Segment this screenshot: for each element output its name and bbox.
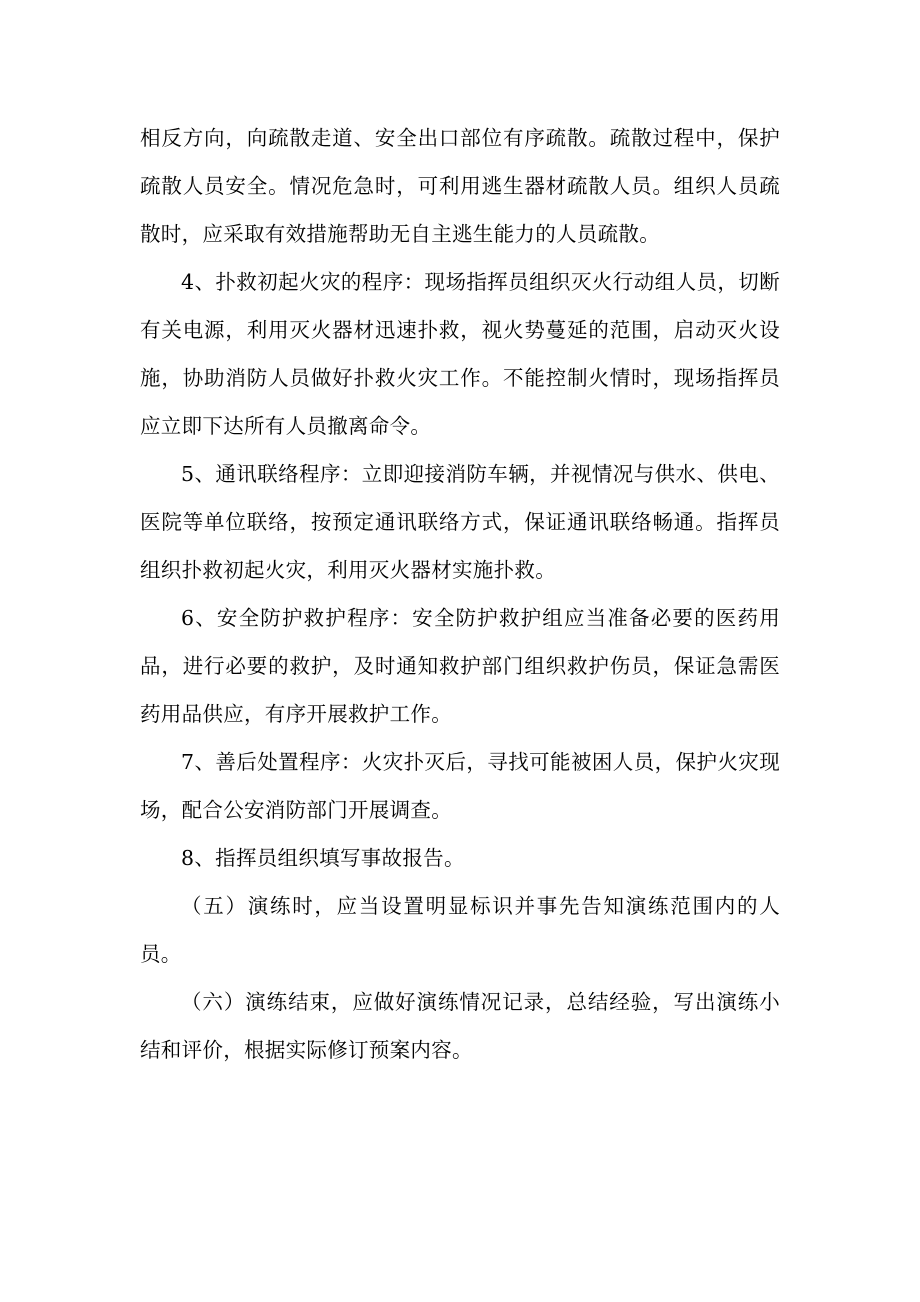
paragraph-safety-rescue-procedure: 6、安全防护救护程序：安全防护救护组应当准备必要的医药用品，进行必要的救护，及时通知救护部门组织救护伤员，保证急需医药用品供应，有序开展救护工作。	[140, 606, 780, 726]
paragraph-drill-conclusion: （六）演练结束，应做好演练情况记录，总结经验，写出演练小结和评价，根据实际修订预案内容。	[140, 990, 780, 1062]
paragraph-firefighting-procedure: 4、扑救初起火灾的程序：现场指挥员组织灭火行动组人员，切断有关电源，利用灭火器材迅速扑救，视火势蔓延的范围，启动灭火设施，协助消防人员做好扑救火灾工作。不能控制火情时，现场指挥员应立即下达所有人员撤离命令。	[140, 270, 780, 438]
paragraph-evacuation-continued: 相反方向，向疏散走道、安全出口部位有序疏散。疏散过程中，保护疏散人员安全。情况危急时，可利用逃生器材疏散人员。组织人员疏散时，应采取有效措施帮助无自主逃生能力的人员疏散。	[140, 126, 780, 246]
document-body	[140, 114, 780, 1074]
paragraph-drill-notice: （五）演练时，应当设置明显标识并事先告知演练范围内的人员。	[140, 894, 780, 966]
paragraph-aftermath-procedure: 7、善后处置程序：火灾扑灭后，寻找可能被困人员，保护火灾现场，配合公安消防部门开展调查。	[140, 750, 780, 822]
paragraph-communication-procedure: 5、通讯联络程序：立即迎接消防车辆，并视情况与供水、供电、医院等单位联络，按预定通讯联络方式，保证通讯联络畅通。指挥员组织扑救初起火灾，利用灭火器材实施扑救。	[140, 462, 780, 582]
paragraph-accident-report: 8、指挥员组织填写事故报告。	[181, 846, 465, 870]
